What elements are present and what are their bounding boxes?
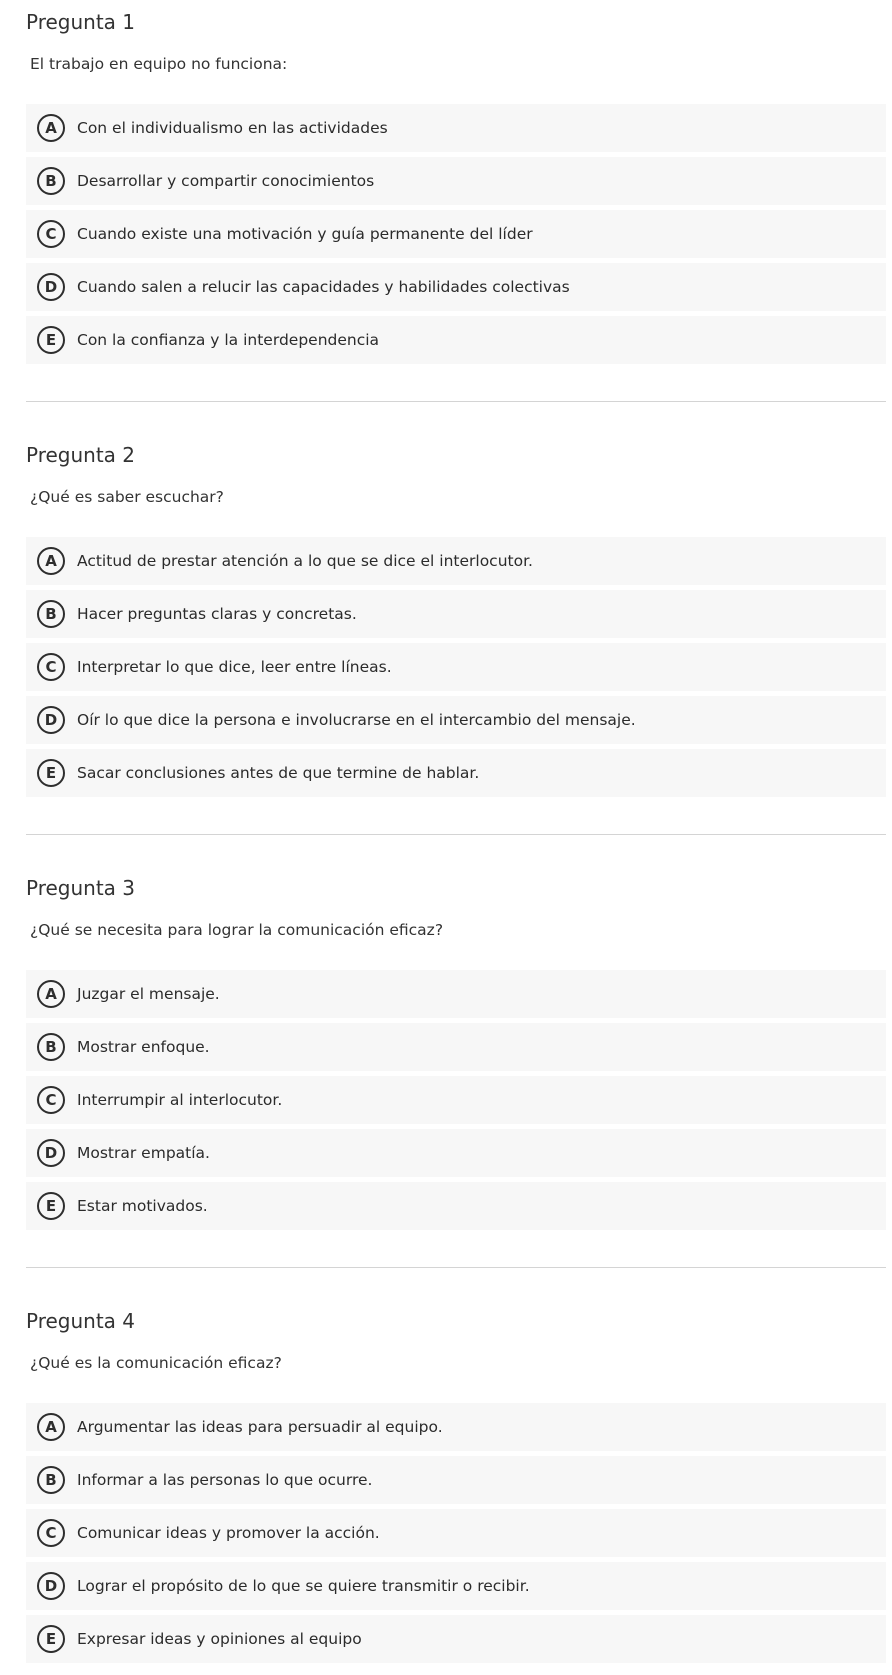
option-letter: E: [37, 759, 65, 787]
option-text: Actitud de prestar atención a lo que se dice el interlocutor.: [77, 552, 533, 570]
option-c[interactable]: [26, 1076, 886, 1124]
question-title: Pregunta 4: [26, 1309, 136, 1333]
question-title: Pregunta 2: [26, 443, 136, 467]
option-c[interactable]: [26, 643, 886, 691]
option-text: Mostrar enfoque.: [77, 1038, 210, 1056]
question-title: Pregunta 3: [26, 876, 136, 900]
option-d[interactable]: [26, 1562, 886, 1610]
question-text: ¿Qué es la comunicación eficaz?: [30, 1354, 282, 1372]
option-letter: C: [37, 1519, 65, 1547]
option-text: Estar motivados.: [77, 1197, 208, 1215]
option-text: Cuando existe una motivación y guía permanente del líder: [77, 225, 533, 243]
option-letter: D: [37, 273, 65, 301]
option-b[interactable]: [26, 590, 886, 638]
option-a[interactable]: [26, 104, 886, 152]
option-text: Oír lo que dice la persona e involucrarse en el intercambio del mensaje.: [77, 711, 636, 729]
option-a[interactable]: [26, 970, 886, 1018]
options-list: [26, 970, 886, 1230]
option-letter: A: [37, 980, 65, 1008]
option-letter: B: [37, 1033, 65, 1061]
option-d[interactable]: [26, 696, 886, 744]
option-text: Informar a las personas lo que ocurre.: [77, 1471, 373, 1489]
question-1: [26, 0, 886, 364]
option-letter: D: [37, 1572, 65, 1600]
option-text: Mostrar empatía.: [77, 1144, 210, 1162]
option-e[interactable]: [26, 1182, 886, 1230]
option-e[interactable]: [26, 749, 886, 797]
option-text: Sacar conclusiones antes de que termine de hablar.: [77, 764, 480, 782]
option-b[interactable]: [26, 1023, 886, 1071]
option-letter: A: [37, 1413, 65, 1441]
option-c[interactable]: [26, 1509, 886, 1557]
option-letter: A: [37, 547, 65, 575]
option-letter: C: [37, 1086, 65, 1114]
option-letter: E: [37, 1625, 65, 1653]
option-a[interactable]: [26, 537, 886, 585]
question-text: ¿Qué se necesita para lograr la comunicación eficaz?: [30, 921, 444, 939]
option-text: Interrumpir al interlocutor.: [77, 1091, 283, 1109]
option-d[interactable]: [26, 263, 886, 311]
option-b[interactable]: [26, 1456, 886, 1504]
question-2: [26, 433, 886, 797]
question-text: El trabajo en equipo no funciona:: [30, 55, 288, 73]
option-text: Con el individualismo en las actividades: [77, 119, 388, 137]
option-text: Juzgar el mensaje.: [77, 985, 220, 1003]
question-4: [26, 1299, 886, 1663]
option-letter: A: [37, 114, 65, 142]
option-letter: E: [37, 1192, 65, 1220]
option-letter: C: [37, 220, 65, 248]
question-title: Pregunta 1: [26, 10, 136, 34]
option-text: Desarrollar y compartir conocimientos: [77, 172, 375, 190]
option-text: Con la confianza y la interdependencia: [77, 331, 380, 349]
option-e[interactable]: [26, 1615, 886, 1663]
options-list: [26, 104, 886, 364]
option-letter: D: [37, 1139, 65, 1167]
option-text: Cuando salen a relucir las capacidades y habilidades colectivas: [77, 278, 570, 296]
option-text: Interpretar lo que dice, leer entre líneas.: [77, 658, 392, 676]
option-text: Hacer preguntas claras y concretas.: [77, 605, 357, 623]
option-letter: B: [37, 1466, 65, 1494]
options-list: [26, 537, 886, 797]
option-c[interactable]: [26, 210, 886, 258]
option-letter: D: [37, 706, 65, 734]
option-letter: C: [37, 653, 65, 681]
divider: [26, 1267, 886, 1268]
option-text: Expresar ideas y opiniones al equipo: [77, 1630, 362, 1648]
option-e[interactable]: [26, 316, 886, 364]
option-a[interactable]: [26, 1403, 886, 1451]
question-3: [26, 866, 886, 1230]
option-d[interactable]: [26, 1129, 886, 1177]
question-text: ¿Qué es saber escuchar?: [30, 488, 224, 506]
option-letter: B: [37, 600, 65, 628]
divider: [26, 401, 886, 402]
divider: [26, 834, 886, 835]
option-letter: E: [37, 326, 65, 354]
option-b[interactable]: [26, 157, 886, 205]
option-text: Lograr el propósito de lo que se quiere transmitir o recibir.: [77, 1577, 530, 1595]
option-letter: B: [37, 167, 65, 195]
options-list: [26, 1403, 886, 1663]
option-text: Comunicar ideas y promover la acción.: [77, 1524, 380, 1542]
option-text: Argumentar las ideas para persuadir al equipo.: [77, 1418, 443, 1436]
